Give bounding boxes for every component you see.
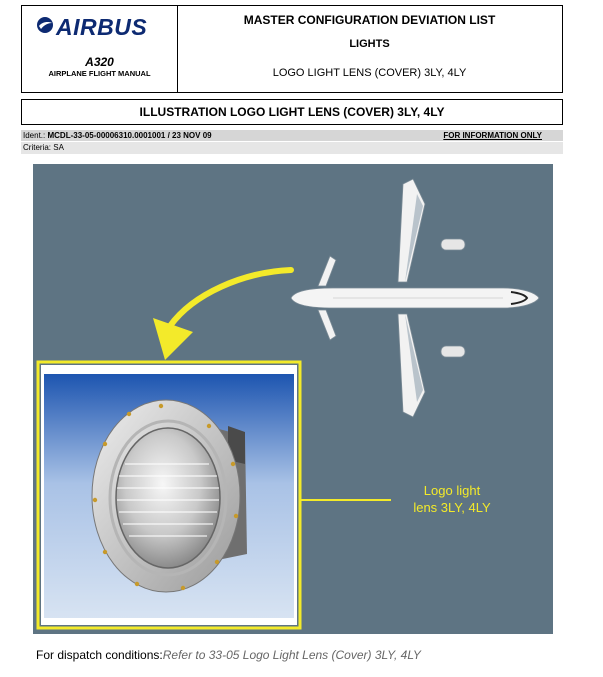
dispatch-reference[interactable]: Refer to 33-05 Logo Light Lens (Cover) 3LY, 4LY bbox=[162, 648, 421, 662]
logo-light-callout bbox=[397, 482, 507, 516]
ident-value: MCDL-33-05-00006310.0001001 / 23 NOV 09 bbox=[47, 131, 212, 140]
callout-line-2: lens 3LY, 4LY bbox=[413, 500, 491, 515]
document-title: MASTER CONFIGURATION DEVIATION LIST bbox=[243, 13, 496, 27]
information-only-note: FOR INFORMATION ONLY bbox=[443, 131, 542, 140]
logo-light-figure bbox=[33, 164, 553, 634]
criteria-bar bbox=[21, 142, 563, 154]
logo-cell bbox=[22, 6, 178, 92]
dispatch-conditions bbox=[36, 648, 421, 662]
figure-illustration bbox=[33, 164, 553, 634]
document-header bbox=[21, 5, 563, 93]
ident-label: Ident.: bbox=[23, 131, 46, 140]
manual-name: AIRPLANE FLIGHT MANUAL bbox=[48, 69, 151, 78]
dispatch-prefix: For dispatch conditions: bbox=[36, 648, 163, 662]
brand-name: AIRBUS bbox=[56, 14, 148, 40]
aircraft-icon bbox=[291, 179, 539, 417]
aircraft-model: A320 bbox=[85, 55, 114, 69]
ident-bar bbox=[21, 130, 563, 141]
criteria-text: Criteria: SA bbox=[23, 143, 64, 152]
pointer-arrow-icon bbox=[153, 270, 291, 360]
section-title: LIGHTS bbox=[349, 38, 390, 50]
item-title: LOGO LIGHT LENS (COVER) 3LY, 4LY bbox=[272, 67, 467, 79]
airbus-logo-icon bbox=[36, 16, 54, 34]
ident-line bbox=[23, 130, 212, 141]
illustration-title: ILLUSTRATION LOGO LIGHT LENS (COVER) 3LY, 4LY bbox=[21, 99, 563, 125]
callout-line-1: Logo light bbox=[423, 483, 481, 498]
